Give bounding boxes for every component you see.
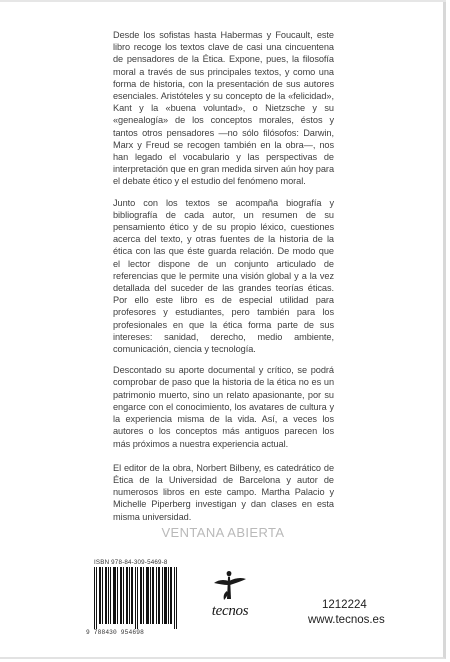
back-cover-blurb <box>113 29 334 523</box>
isbn-label: ISBN 978-84-309-5469-8 <box>94 559 168 566</box>
editor-bio-paragraph: El editor de la obra, Norbert Bilbeny, es catedrático de Ética de la Universidad de Barcelona y autor de numerosos libros en este campo. Martha Palacio y Michelle Piperberg investigan y dan clases en esta misma universidad. <box>113 462 334 522</box>
product-code: 1212224 <box>322 599 367 611</box>
top-edge <box>0 0 446 2</box>
blurb-paragraph-1: Desde los sofistas hasta Habermas y Foucault, este libro recoge los textos clave de casi una cincuentena de pensadores de la Ética. Expone, pues, la filosofía moral a través de sus principales textos, y como una forma de historia, con la presentación de sus autores esenciales. Aristóteles y su concepto de la «felicidad», Kant y la «buena voluntad», o Nietzsche y su «genealogía» de los conceptos morales, éstos y tantos otros pensadores —no sólo filósofos: Darwin, Marx y Freud se recogen también en la obra—, nos han legado el vocabulario y las perspectivas de interpretación que en gran medida sirven aún hoy para el debate ético y el estudio del fenómeno moral. <box>113 30 334 187</box>
barcode-image <box>92 567 180 629</box>
barcode-digits: 9 788430 954698 <box>86 629 144 636</box>
publisher-website: www.tecnos.es <box>308 614 385 626</box>
publisher-logo-word: tecnos <box>211 603 249 619</box>
blurb-paragraph-3: Descontado su aporte documental y crítico, se podrá comprobar de paso que la historia de la ética no es un patrimonio muerto, sino un relato apasionante, por su engarce con el conocimiento, los avatares de cultura y la experiencia misma de la vida. Así, a veces los autores o los conceptos más antiguos parecen los más próximos a nuestra experiencia actual. <box>113 365 334 449</box>
watermark-text: VENTANA ABIERTA <box>161 525 285 540</box>
blurb-paragraph-2: Junto con los textos se acompaña biografía y bibliografía de cada autor, un resumen de su pensamiento ético y de su propio léxico, cuestiones acerca del texto, y otras fuentes de la historia de la ética con las que éste guarda relación. De modo que el lector dispone de un conjunto articulado de referencias que le permite una visión global y a la vez detallada del suceder de las grandes teorías éticas. Por ello este libro es de especial utilidad para profesores y estudiantes, pero también para los profesionales en que la ética forma parte de sus intereses: sanidad, derecho, medio ambiente, comunicación, ciencia y tecnología. <box>113 197 334 355</box>
